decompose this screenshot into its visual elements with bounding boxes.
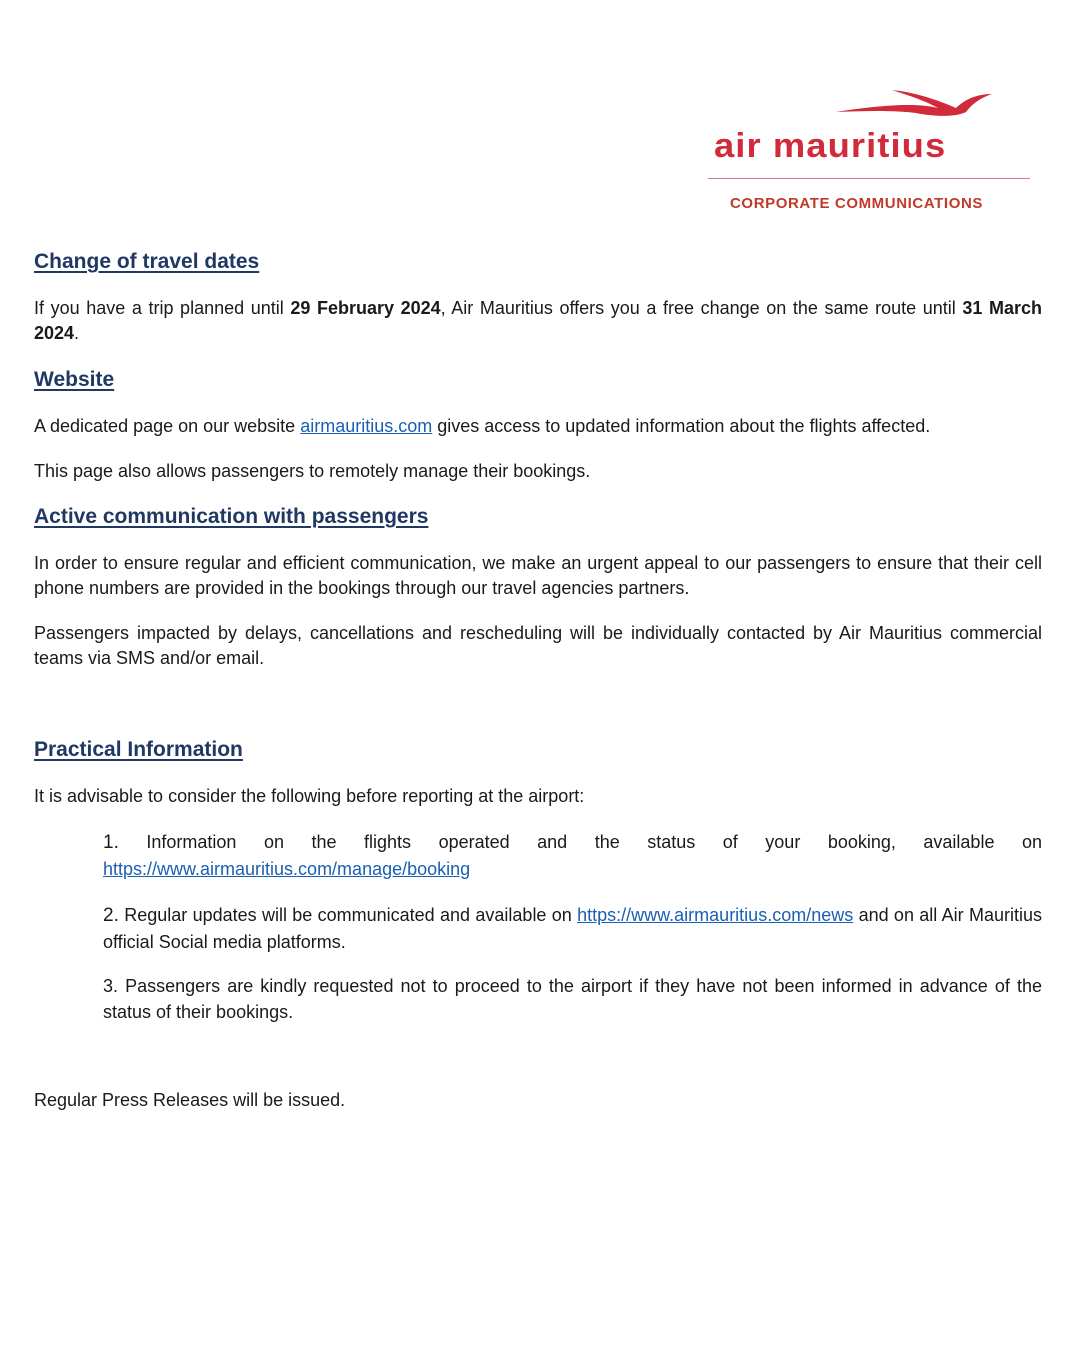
closing-statement: Regular Press Releases will be issued. [34,1090,346,1110]
heading-website: Website [34,368,115,391]
list-item-2-text-end: and on all Air Mauritius official Social media platforms. [103,905,1042,952]
website-text-start: A dedicated page on our website [34,416,301,436]
website-manage-paragraph: This page also allows passengers to remotely manage their bookings. [34,461,591,481]
news-link[interactable]: https://www.airmauritius.com/news [577,905,854,925]
travel-dates-text-middle: , Air Mauritius offers you a free change on the same route until [440,298,963,318]
heading-active-communication: Active communication with passengers [34,505,429,528]
heading-practical-information: Practical Information [34,738,243,761]
header-divider [708,178,1030,179]
list-item-1 [103,829,1042,882]
communication-paragraph-2: Passengers impacted by delays, cancellations and rescheduling will be individually contacted by Air Mauritius commercial teams via SMS and/or email. [34,623,1042,668]
list-number: 2. [103,905,119,926]
list-item-1-text: Information on the flights operated and the status of your booking, available on [146,832,1042,852]
manage-booking-link[interactable]: https://www.airmauritius.com/manage/booking [103,859,471,879]
paille-en-queue-bird-icon [834,86,994,120]
practical-intro: It is advisable to consider the following before reporting at the airport: [34,786,585,806]
website-link[interactable]: airmauritius.com [300,416,433,436]
communication-paragraph-1: In order to ensure regular and efficient communication, we make an urgent appeal to our passengers to ensure that their cell phone numbers are provided in the bookings through our travel agencies partners. [34,553,1042,598]
department-label: CORPORATE COMMUNICATIONS [730,195,984,212]
list-number: 3. [103,976,119,996]
travel-dates-text-end: . [74,323,80,343]
list-item-3 [103,973,1042,1025]
brand-wordmark: air mauritius [714,127,947,165]
travel-dates-paragraph [34,296,1042,346]
travel-dates-text-start: If you have a trip planned until [34,298,291,318]
website-paragraph [34,414,1042,439]
list-item-3-text: Passengers are kindly requested not to proceed to the airport if they have not been informed in advance of the status of their bookings. [103,976,1042,1022]
change-deadline-date: 31 March 2024 [34,298,1042,343]
travel-date-limit: 29 February 2024 [290,298,441,318]
air-mauritius-logo [706,86,1032,218]
list-item-2-text-start: Regular updates will be communicated and available on [124,905,578,925]
list-item-2 [103,902,1042,955]
website-text-end: gives access to updated information about the flights affected. [432,416,931,436]
list-number: 1. [103,832,119,853]
list-item-1-line [103,829,1042,856]
heading-travel-dates: Change of travel dates [34,250,260,273]
